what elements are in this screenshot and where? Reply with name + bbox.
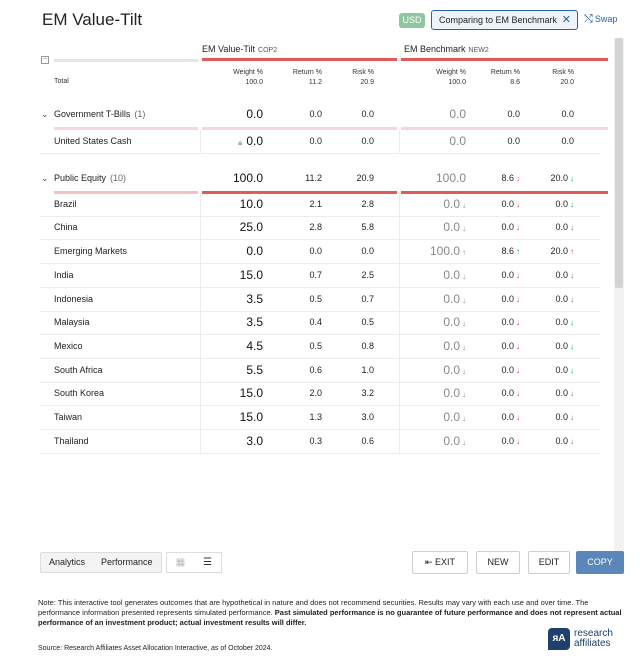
row-divider — [399, 240, 400, 264]
down-arrow-icon: ↓ — [462, 390, 466, 399]
weight-input[interactable]: 25.0 — [239, 220, 263, 234]
down-arrow-icon: ↓ — [570, 318, 574, 327]
row-divider — [399, 406, 400, 430]
chevron-down-icon[interactable]: ⌄ — [41, 173, 49, 183]
portfolio-value: 0.6 — [361, 436, 374, 446]
row-divider — [200, 288, 201, 312]
chevron-down-icon[interactable]: ⌄ — [41, 109, 49, 119]
table-row — [40, 240, 600, 264]
portfolio-value: 0.0 — [361, 136, 374, 146]
currency-badge[interactable]: USD — [399, 13, 425, 28]
row-divider — [200, 240, 201, 264]
weight-input[interactable]: 0.0 — [246, 244, 263, 258]
portfolio-value: 0.7 — [309, 270, 322, 280]
portfolio-value: 0.4 — [309, 317, 322, 327]
benchmark-value: 0.0 ↓ — [501, 436, 520, 446]
portfolio-value: 2.1 — [309, 199, 322, 209]
row-divider — [399, 216, 400, 240]
group-benchmark-value: 8.6 ↓ — [501, 173, 520, 183]
down-arrow-icon: ↓ — [462, 296, 466, 305]
up-arrow-icon: ↑ — [570, 247, 574, 256]
down-arrow-icon: ↓ — [516, 318, 520, 327]
group-portfolio-value: 0.0 — [309, 109, 322, 119]
weight-input[interactable]: 4.5 — [246, 339, 263, 353]
group-portfolio-value[interactable]: 100.0 — [232, 171, 263, 185]
benchmark-value: 0.0 ↓ — [501, 365, 520, 375]
scrollbar[interactable] — [614, 38, 624, 568]
benchmark-header — [404, 44, 489, 54]
benchmark-value: 0.0 ↓ — [555, 294, 574, 304]
row-label: China — [54, 222, 78, 232]
copy-button[interactable]: COPY — [576, 551, 624, 574]
group-row[interactable] — [40, 167, 600, 191]
portfolio-value: 0.0 — [309, 136, 322, 146]
benchmark-value: 100.0 ↑ — [429, 244, 466, 258]
row-divider — [200, 193, 201, 217]
benchmark-code: NEW2 — [468, 47, 489, 54]
portfolio-weight-header: Weight % 100.0 — [233, 69, 263, 86]
benchmark-value: 0.0 ↓ — [555, 388, 574, 398]
edit-button[interactable]: EDIT — [528, 551, 570, 574]
benchmark-value: 0.0 ↓ — [443, 386, 466, 400]
portfolio-name: EM Value-Tilt — [202, 44, 256, 54]
down-arrow-icon: ↓ — [462, 224, 466, 233]
row-divider — [399, 264, 400, 288]
group-portfolio-value: 11.2 — [305, 173, 322, 183]
benchmark-value: 0.0 — [561, 136, 574, 146]
row-divider — [200, 359, 201, 383]
row-divider — [399, 288, 400, 312]
benchmark-value: 0.0 ↓ — [443, 220, 466, 234]
down-arrow-icon: ↓ — [462, 272, 466, 281]
benchmark-value: 0.0 ↓ — [443, 339, 466, 353]
group-portfolio-value[interactable]: 0.0 — [246, 107, 263, 121]
row-divider — [399, 130, 400, 154]
down-arrow-icon: ↓ — [570, 437, 574, 446]
benchmark-return-header: Return % 8.6 — [490, 69, 520, 86]
down-arrow-icon: ↓ — [462, 343, 466, 352]
list-view-icon[interactable]: ☰ — [194, 553, 221, 572]
research-affiliates-logo: ᴙA research affiliates — [548, 628, 613, 650]
portfolio-value: 0.6 — [309, 365, 322, 375]
down-arrow-icon: ↓ — [570, 389, 574, 398]
row-divider — [200, 264, 201, 288]
row-divider — [200, 335, 201, 359]
benchmark-value: 0.0 ↓ — [555, 222, 574, 232]
benchmark-value: 0.0 ↓ — [555, 436, 574, 446]
benchmark-risk-header: Risk % 20.0 — [552, 69, 574, 86]
table-row — [40, 311, 600, 335]
weight-input[interactable]: 3.5 — [246, 292, 263, 306]
table-row — [40, 264, 600, 288]
benchmark-value: 0.0 ↓ — [501, 341, 520, 351]
row-divider — [200, 382, 201, 406]
row-divider — [399, 430, 400, 454]
benchmark-bar — [401, 58, 608, 61]
scrollbar-thumb[interactable] — [615, 38, 623, 288]
benchmark-name: EM Benchmark — [404, 44, 466, 54]
group-label: Public Equity (10) — [54, 173, 127, 183]
row-divider — [399, 335, 400, 359]
benchmark-value: 0.0 ↓ — [555, 341, 574, 351]
down-arrow-icon: ↓ — [570, 200, 574, 209]
down-arrow-icon: ↓ — [570, 223, 574, 232]
down-arrow-icon: ↓ — [516, 223, 520, 232]
down-arrow-icon: ↓ — [462, 319, 466, 328]
row-divider — [399, 193, 400, 217]
portfolio-value: 0.0 — [309, 246, 322, 256]
logo-mark-icon: ᴙA — [548, 628, 570, 650]
table-row — [40, 130, 600, 154]
benchmark-value: 0.0 ↓ — [443, 197, 466, 211]
table-row — [40, 406, 600, 430]
close-icon[interactable]: ✕ — [561, 14, 571, 26]
table-row — [40, 216, 600, 240]
group-benchmark-value: 20.0 ↓ — [550, 173, 574, 183]
portfolio-value: 0.5 — [309, 341, 322, 351]
weight-input[interactable]: 3.0 — [246, 434, 263, 448]
lock-icon[interactable]: 🔒︎ — [238, 138, 243, 147]
benchmark-value: 0.0 ↓ — [501, 388, 520, 398]
disclaimer-note: Note: This interactive tool generates outcomes that are hypothetical in nature and does not recommend securities. Results may vary with each use and over time. The performance information presented represents simulated performance. Past simulated performance is no guarantee of future performance and does not represent actual performance of an investment product; actual investment results will differ. — [38, 598, 622, 627]
portfolio-value: 0.5 — [309, 294, 322, 304]
group-benchmark-value: 0.0 — [449, 107, 466, 121]
benchmark-value: 0.0 ↓ — [501, 270, 520, 280]
down-arrow-icon: ↓ — [570, 413, 574, 422]
down-arrow-icon: ↓ — [570, 174, 574, 183]
exit-button[interactable]: ⇤ EXIT — [412, 551, 468, 574]
weight-input[interactable]: 10.0 — [239, 197, 263, 211]
down-arrow-icon: ↓ — [516, 295, 520, 304]
benchmark-value: 0.0 ↓ — [501, 412, 520, 422]
row-divider — [200, 216, 201, 240]
portfolio-value: 2.0 — [309, 388, 322, 398]
portfolio-value: 0.7 — [361, 294, 374, 304]
disclaimer-bold: Past simulated performance is no guarantee of future performance and does not represent actual performance of an investment product; actual investment results will differ. — [38, 608, 622, 627]
total-label: Total — [54, 78, 69, 85]
down-arrow-icon: ↓ — [462, 438, 466, 447]
row-divider — [200, 430, 201, 454]
row-divider — [200, 406, 201, 430]
down-arrow-icon: ↓ — [462, 201, 466, 210]
benchmark-value: 0.0 ↓ — [555, 317, 574, 327]
portfolio-bar — [202, 58, 397, 61]
weight-input[interactable]: 🔒︎ 0.0 — [238, 134, 263, 148]
up-arrow-icon: ↑ — [462, 248, 466, 257]
down-arrow-icon: ↓ — [462, 367, 466, 376]
row-label: Indonesia — [54, 294, 94, 304]
portfolio-code: COP2 — [258, 47, 278, 54]
row-label: India — [54, 270, 74, 280]
row-label: Brazil — [54, 199, 77, 209]
benchmark-value: 8.6 ↑ — [501, 246, 520, 256]
row-divider — [200, 311, 201, 335]
weight-input[interactable]: 15.0 — [239, 410, 263, 424]
exit-icon: ⇤ — [424, 557, 433, 567]
benchmark-value: 0.0 ↓ — [443, 268, 466, 282]
tab-analytics[interactable]: Analytics — [49, 557, 86, 567]
swap-label: Swap — [594, 14, 618, 24]
swap-button[interactable] — [584, 13, 617, 26]
weight-input[interactable]: 15.0 — [239, 386, 263, 400]
down-arrow-icon: ↓ — [570, 342, 574, 351]
row-label: Mexico — [54, 341, 83, 351]
row-divider — [200, 130, 201, 154]
benchmark-value: 0.0 ↓ — [443, 410, 466, 424]
benchmark-value: 0.0 ↓ — [555, 412, 574, 422]
row-label: South Korea — [54, 388, 105, 398]
label-column-bar — [54, 59, 198, 62]
grid-view-icon[interactable]: ▦ — [175, 557, 186, 568]
group-label: Government T-Bills (1) — [54, 109, 146, 119]
portfolio-return-header: Return % 11.2 — [292, 69, 322, 86]
table-row — [40, 335, 600, 359]
row-label: United States Cash — [54, 136, 132, 146]
portfolio-value: 2.8 — [309, 222, 322, 232]
down-arrow-icon: ↓ — [516, 366, 520, 375]
portfolio-value: 2.8 — [361, 199, 374, 209]
page-title: EM Value-Tilt — [42, 10, 143, 29]
table-row — [40, 288, 600, 312]
row-divider — [399, 382, 400, 406]
table-row — [40, 430, 600, 454]
benchmark-value: 0.0 — [449, 134, 466, 148]
portfolio-value: 0.8 — [361, 341, 374, 351]
group-portfolio-value: 0.0 — [361, 109, 374, 119]
down-arrow-icon: ↓ — [516, 174, 520, 183]
weight-input[interactable]: 5.5 — [246, 363, 263, 377]
comparison-chip[interactable] — [431, 10, 578, 30]
portfolio-value: 5.8 — [361, 222, 374, 232]
benchmark-value: 0.0 ↓ — [443, 292, 466, 306]
benchmark-value: 0.0 ↓ — [443, 315, 466, 329]
row-label: Thailand — [54, 436, 89, 446]
benchmark-value: 0.0 ↓ — [443, 363, 466, 377]
benchmark-value: 0.0 ↓ — [555, 199, 574, 209]
portfolio-value: 0.3 — [309, 436, 322, 446]
down-arrow-icon: ↓ — [570, 366, 574, 375]
collapse-all-icon[interactable]: − — [42, 56, 48, 63]
swap-icon: ⤭ — [584, 13, 593, 25]
row-label: Emerging Markets — [54, 246, 128, 256]
benchmark-value: 0.0 — [507, 136, 520, 146]
group-benchmark-value: 0.0 — [561, 109, 574, 119]
benchmark-weight-header: Weight % 100.0 — [436, 69, 466, 86]
benchmark-value: 0.0 ↓ — [501, 222, 520, 232]
down-arrow-icon: ↓ — [516, 413, 520, 422]
down-arrow-icon: ↓ — [462, 414, 466, 423]
portfolio-value: 3.2 — [361, 388, 374, 398]
portfolio-value: 0.5 — [361, 317, 374, 327]
new-button[interactable]: NEW — [476, 551, 520, 574]
down-arrow-icon: ↓ — [570, 295, 574, 304]
source-text: Source: Research Affiliates Asset Allocation Interactive, as of October 2024. — [38, 645, 273, 652]
weight-input[interactable]: 15.0 — [239, 268, 263, 282]
benchmark-value: 0.0 ↓ — [501, 317, 520, 327]
benchmark-value: 0.0 ↓ — [443, 434, 466, 448]
benchmark-value: 20.0 ↑ — [550, 246, 574, 256]
group-portfolio-value: 20.9 — [356, 173, 374, 183]
row-label: Taiwan — [54, 412, 83, 422]
portfolio-value: 1.3 — [309, 412, 322, 422]
portfolio-value: 3.0 — [361, 412, 374, 422]
row-label: South Africa — [54, 365, 103, 375]
comparison-chip-label: Comparing to EM Benchmark — [439, 15, 558, 25]
table-row — [40, 359, 600, 383]
tab-performance[interactable]: Performance — [101, 557, 153, 567]
benchmark-value: 0.0 ↓ — [501, 199, 520, 209]
down-arrow-icon: ↓ — [516, 389, 520, 398]
portfolio-value: 1.0 — [361, 365, 374, 375]
benchmark-value: 0.0 ↓ — [501, 294, 520, 304]
group-benchmark-value: 100.0 — [435, 171, 466, 185]
portfolio-header — [202, 44, 277, 54]
down-arrow-icon: ↓ — [516, 437, 520, 446]
row-label: Malaysia — [54, 317, 90, 327]
bottom-tabs — [40, 552, 162, 573]
portfolio-risk-header: Risk % 20.9 — [352, 69, 374, 86]
table-row — [40, 193, 600, 217]
up-arrow-icon: ↑ — [516, 247, 520, 256]
weight-input[interactable]: 3.5 — [246, 315, 263, 329]
group-row[interactable] — [40, 103, 600, 127]
benchmark-value: 0.0 ↓ — [555, 365, 574, 375]
down-arrow-icon: ↓ — [516, 342, 520, 351]
down-arrow-icon: ↓ — [516, 271, 520, 280]
view-toggle — [166, 552, 222, 573]
portfolio-value: 2.5 — [361, 270, 374, 280]
table-row — [40, 382, 600, 406]
benchmark-value: 0.0 ↓ — [555, 270, 574, 280]
portfolio-value: 0.0 — [361, 246, 374, 256]
down-arrow-icon: ↓ — [516, 200, 520, 209]
down-arrow-icon: ↓ — [570, 271, 574, 280]
row-divider — [399, 311, 400, 335]
group-benchmark-value: 0.0 — [507, 109, 520, 119]
row-divider — [399, 359, 400, 383]
